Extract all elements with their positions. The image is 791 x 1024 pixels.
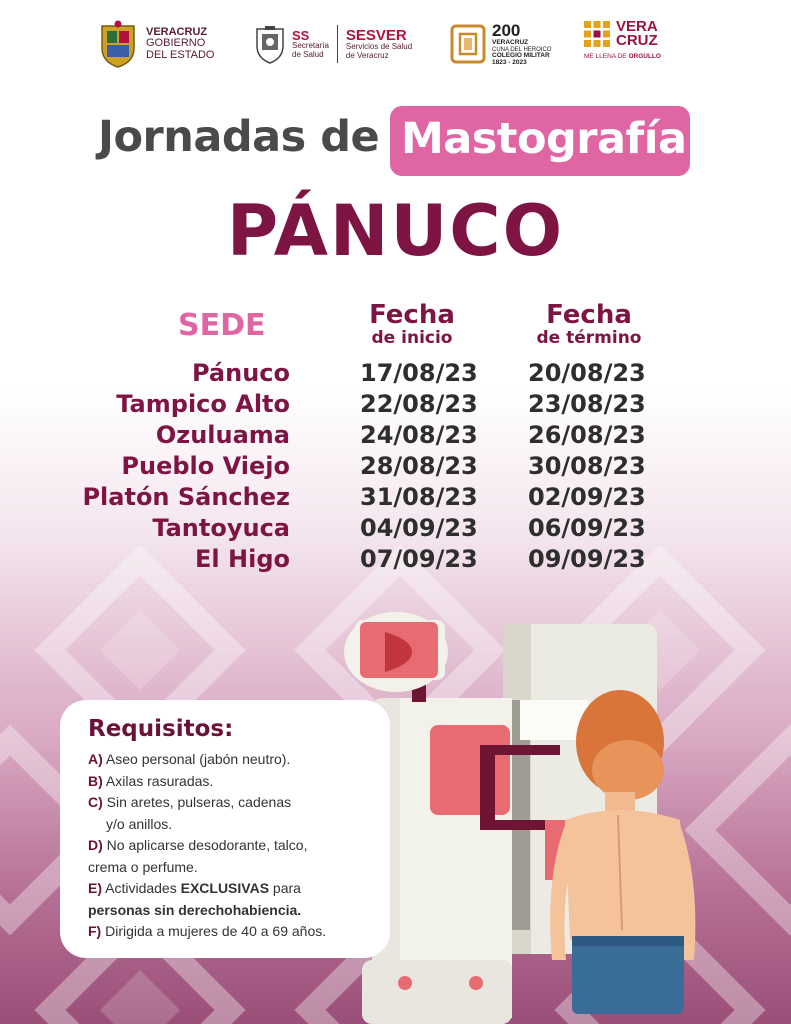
veracruz-logo-line1: VERACRUZ bbox=[146, 25, 208, 38]
requirement-key: A) bbox=[88, 751, 103, 767]
requirement-key: B) bbox=[88, 772, 103, 789]
sesver-line1: Servicios de Salud bbox=[345, 42, 413, 52]
sesver-abbr: SESVER bbox=[345, 26, 407, 44]
row-start-date: 22/08/23 bbox=[360, 390, 478, 418]
row-end-date: 06/09/23 bbox=[528, 514, 646, 542]
requirement-text: Axilas rasuradas. bbox=[105, 772, 214, 789]
row-end-date: 23/08/23 bbox=[528, 390, 646, 418]
row-end-date: 20/08/23 bbox=[528, 359, 646, 387]
row-sede: Ozuluama bbox=[155, 421, 290, 449]
header-end-line1: Fecha bbox=[546, 300, 632, 330]
requirement-emphasis: EXCLUSIVAS bbox=[180, 880, 270, 896]
requirement-item bbox=[88, 835, 408, 857]
row-sede: Tampico Alto bbox=[116, 390, 290, 418]
requirement-item bbox=[88, 749, 408, 771]
place-heading: PÁNUCO bbox=[226, 190, 565, 272]
requirement-text: No aplicarse desodorante, talco, bbox=[106, 837, 308, 853]
title-part2: Mastografía bbox=[401, 114, 687, 164]
vc-tag-normal: ME LLENA DE bbox=[584, 52, 629, 60]
row-end-date: 26/08/23 bbox=[528, 421, 646, 449]
veracruz-logo-line3: DEL ESTADO bbox=[146, 48, 215, 61]
row-start-date: 07/09/23 bbox=[360, 545, 478, 573]
header-end-line2: de término bbox=[536, 328, 642, 348]
header-sede: SEDE bbox=[178, 308, 266, 343]
military-line1: VERACRUZ bbox=[492, 38, 529, 46]
requirement-item bbox=[88, 771, 408, 793]
military-number: 200 bbox=[492, 21, 521, 40]
vc-word2: CRUZ bbox=[616, 32, 658, 50]
requirement-text: Dirigida a mujeres de 40 a 69 años. bbox=[105, 923, 327, 939]
requirement-key: F) bbox=[88, 923, 102, 939]
row-end-date: 02/09/23 bbox=[528, 483, 646, 511]
vc-word1: VERA bbox=[616, 18, 658, 35]
row-end-date: 30/08/23 bbox=[528, 452, 646, 480]
requirement-key: C) bbox=[88, 794, 103, 810]
vc-tag-bold: ORGULLO bbox=[628, 52, 661, 60]
requirement-key: E) bbox=[88, 880, 102, 896]
row-sede: El Higo bbox=[195, 545, 290, 573]
requirement-item bbox=[88, 878, 408, 900]
row-sede: Pueblo Viejo bbox=[121, 452, 290, 480]
military-line4: 1823 - 2023 bbox=[492, 58, 527, 66]
header-start-line1: Fecha bbox=[369, 300, 455, 330]
military-line2: CUNA DEL HEROICO bbox=[492, 46, 552, 53]
requirement-continuation: y/o anillos. bbox=[106, 815, 173, 832]
ss-line1: Secretaría bbox=[292, 41, 329, 51]
row-start-date: 17/08/23 bbox=[360, 359, 478, 387]
row-start-date: 04/09/23 bbox=[360, 514, 478, 542]
row-sede: Platón Sánchez bbox=[82, 483, 290, 511]
requirement-item bbox=[88, 792, 408, 814]
military-line3: COLEGIO MILITAR bbox=[492, 51, 550, 59]
requirement-key: D) bbox=[88, 837, 103, 853]
requirement-text: Actividades bbox=[105, 880, 181, 896]
requirement-text: Aseo personal (jabón neutro). bbox=[105, 751, 291, 767]
row-sede: Tantoyuca bbox=[152, 514, 290, 542]
ss-abbr: SS bbox=[292, 27, 310, 43]
requirement-emphasis-line: personas sin derechohabiencia. bbox=[88, 901, 302, 918]
veracruz-logo-line2: GOBIERNO bbox=[146, 37, 206, 50]
row-end-date: 09/09/23 bbox=[528, 545, 646, 573]
row-start-date: 31/08/23 bbox=[360, 483, 478, 511]
row-start-date: 24/08/23 bbox=[360, 421, 478, 449]
title-part1: Jornadas de bbox=[98, 112, 380, 162]
row-sede: Pánuco bbox=[191, 359, 290, 387]
header-start-line2: de inicio bbox=[371, 328, 453, 348]
requirements-title: Requisitos: bbox=[88, 716, 234, 742]
requirement-text: Sin aretes, pulseras, cadenas bbox=[106, 794, 292, 810]
requirements-list bbox=[88, 749, 408, 943]
ss-line2: de Salud bbox=[292, 49, 324, 59]
sesver-line2: de Veracruz bbox=[345, 50, 389, 60]
requirement-item bbox=[88, 921, 408, 943]
requirement-text-after: para bbox=[269, 880, 301, 896]
row-start-date: 28/08/23 bbox=[360, 452, 478, 480]
requirement-continuation bbox=[88, 900, 408, 922]
requirement-continuation: crema o perfume. bbox=[88, 858, 198, 875]
